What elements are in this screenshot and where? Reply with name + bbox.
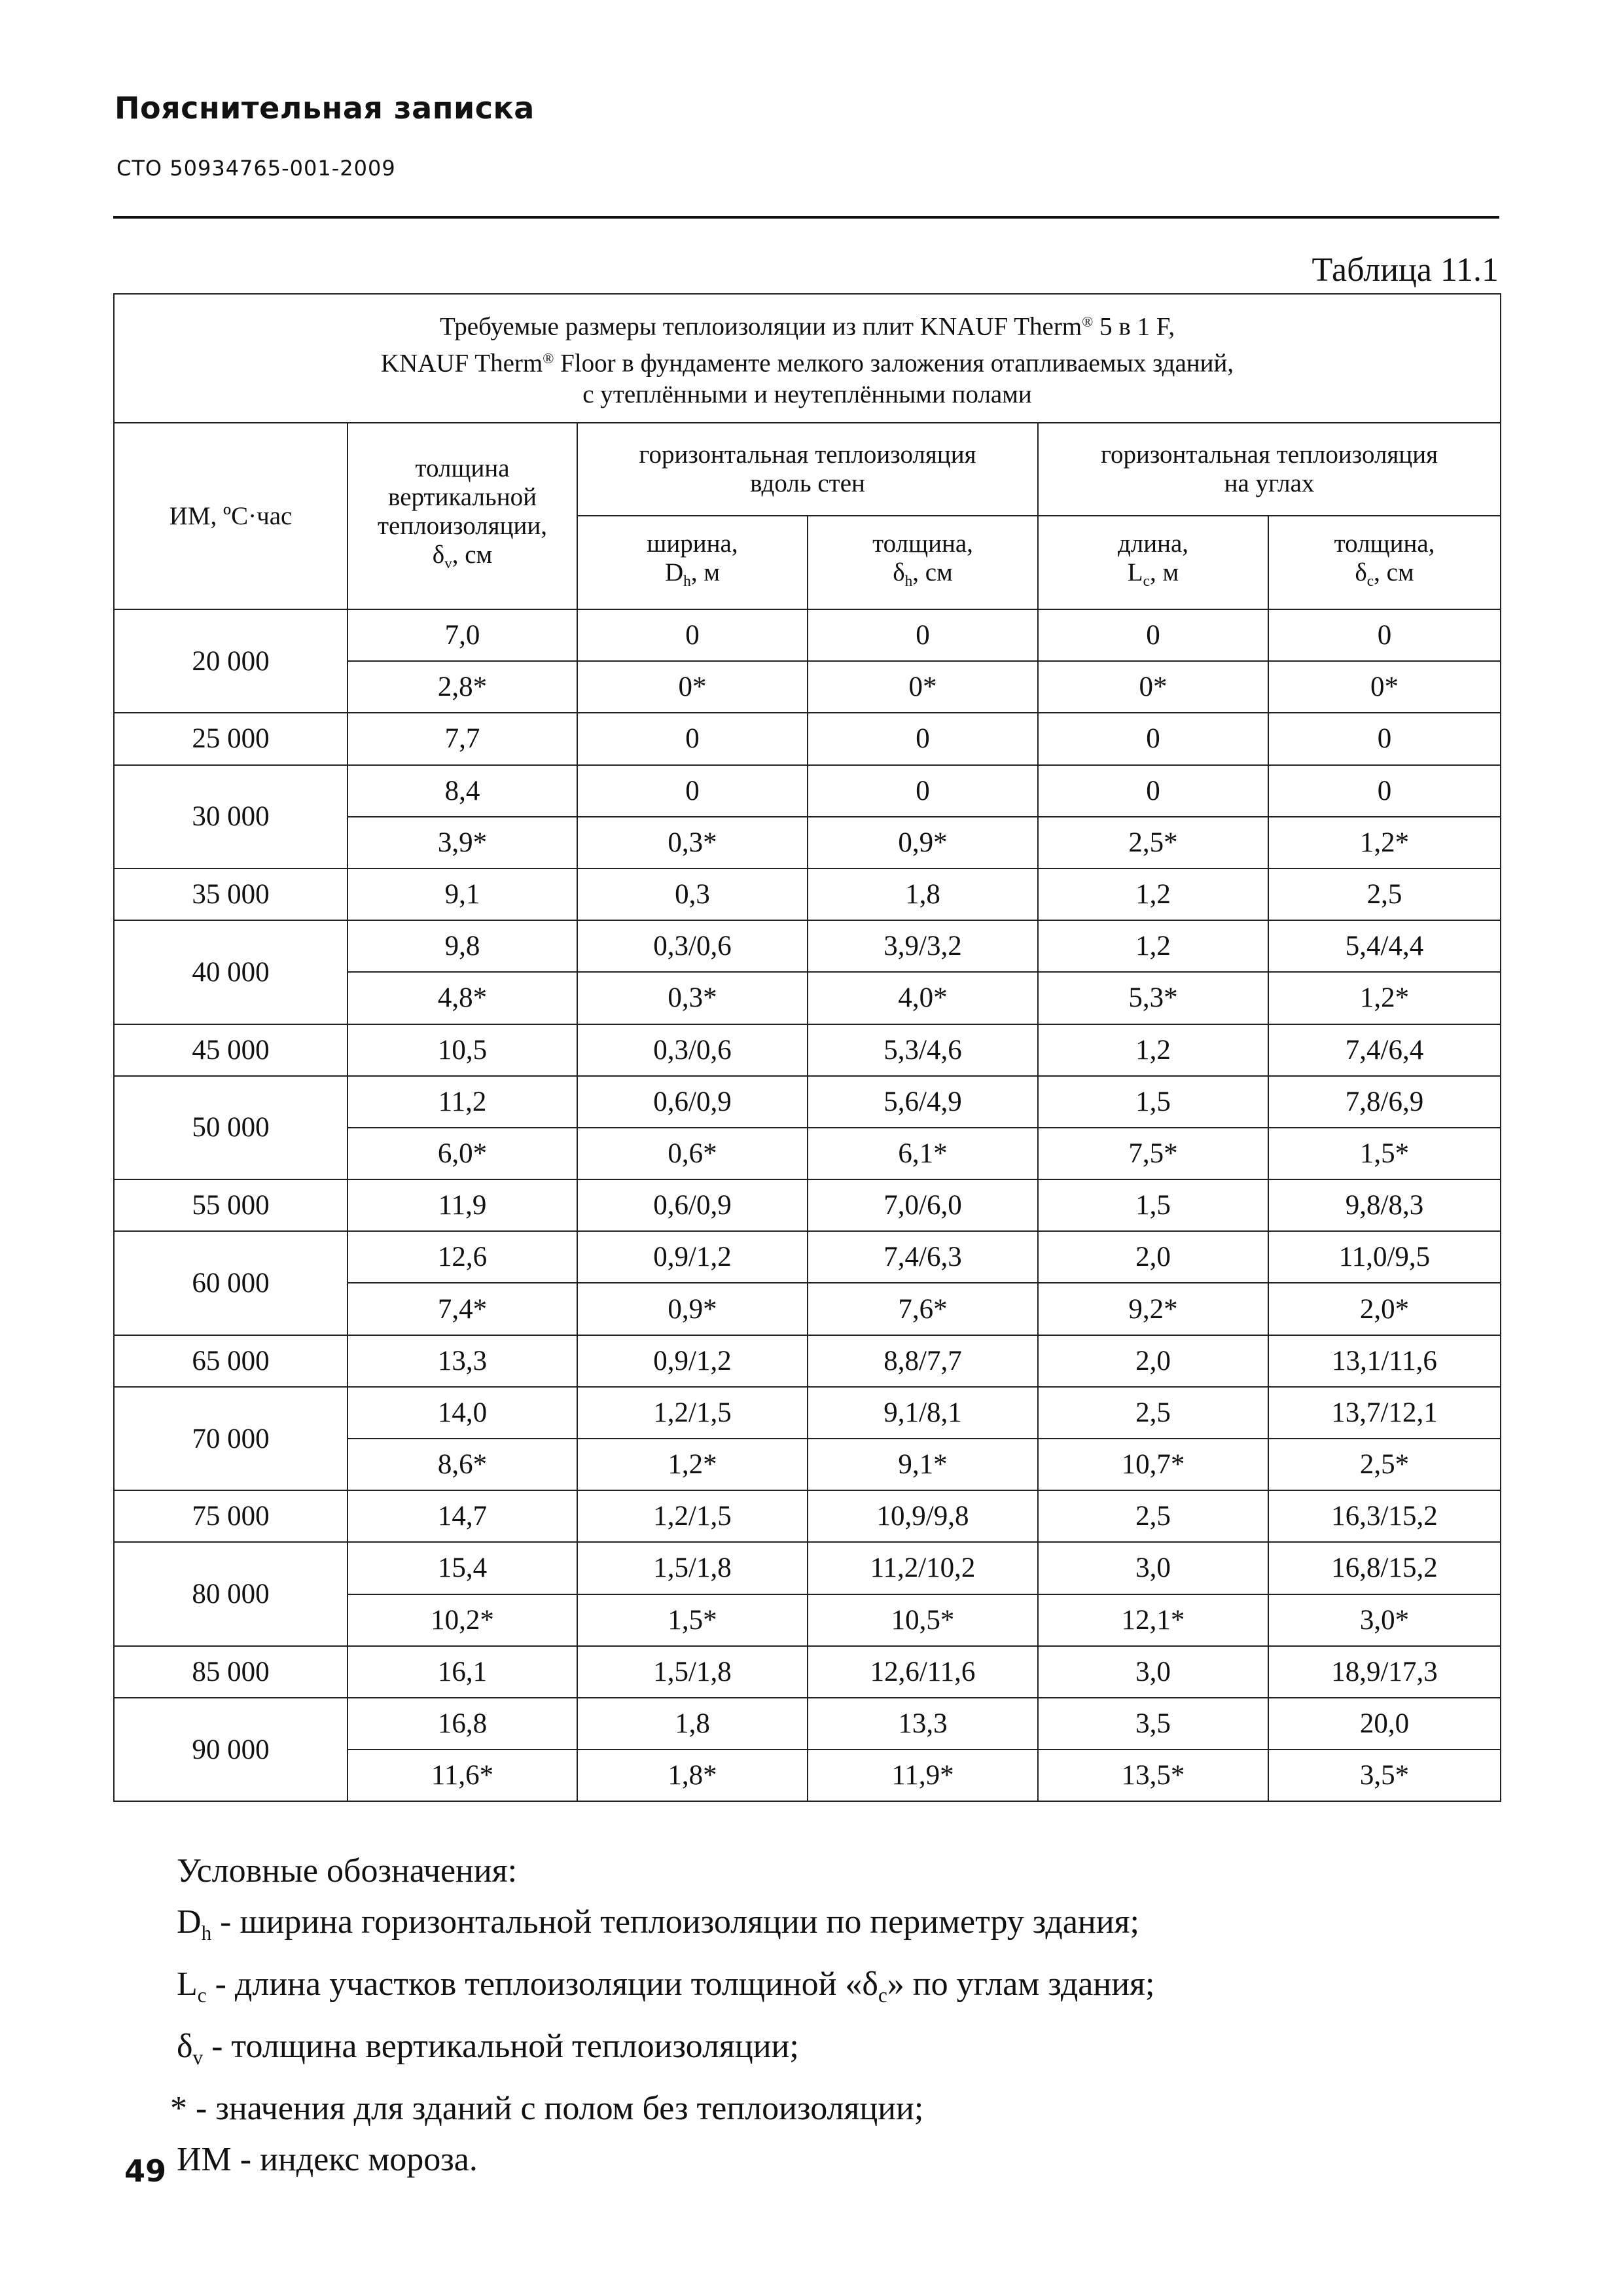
cell-thickness-h: 10,5* (808, 1594, 1038, 1646)
table-row (114, 1542, 1501, 1594)
table-row (114, 1024, 1501, 1076)
cell-thickness-c: 20,0 (1268, 1698, 1501, 1749)
table-row (114, 1490, 1501, 1542)
cell-length: 10,7* (1038, 1439, 1268, 1490)
cell-thickness-h: 13,3 (808, 1698, 1038, 1749)
cell-thickness-h: 6,1* (808, 1128, 1038, 1179)
cell-width: 0,3/0,6 (577, 1024, 808, 1076)
cell-vertical-thickness: 8,4 (348, 765, 577, 817)
legend-item-dv: $\delta_v$ - толщина вертикальной теплоизоляции; (177, 2027, 799, 2069)
table-row (114, 713, 1501, 764)
legend-item-im: ИМ - индекс мороза. (177, 2140, 478, 2178)
cell-thickness-h: 0 (808, 765, 1038, 817)
table-row (114, 1698, 1501, 1749)
cell-length: 9,2* (1038, 1283, 1268, 1335)
cell-width: 0* (577, 661, 808, 713)
cell-width: 0,3* (577, 972, 808, 1024)
cell-thickness-h: 9,1* (808, 1439, 1038, 1490)
cell-vertical-thickness: 3,9* (348, 817, 577, 869)
cell-thickness-h: 0,9* (808, 817, 1038, 869)
table-row (114, 1387, 1501, 1439)
cell-thickness-c: 0 (1268, 609, 1501, 661)
cell-thickness-c: 2,5* (1268, 1439, 1501, 1490)
cell-width: 1,5/1,8 (577, 1542, 808, 1594)
cell-frost-index: 85 000 (114, 1646, 348, 1698)
cell-width: 0,3* (577, 817, 808, 869)
table-row (114, 609, 1501, 661)
table-row (114, 920, 1501, 972)
cell-frost-index: 30 000 (114, 765, 348, 869)
cell-frost-index: 25 000 (114, 713, 348, 764)
cell-vertical-thickness: 7,4* (348, 1283, 577, 1335)
cell-width: 1,8 (577, 1698, 808, 1749)
cell-frost-index: 75 000 (114, 1490, 348, 1542)
cell-vertical-thickness: 7,0 (348, 609, 577, 661)
cell-vertical-thickness: 7,7 (348, 713, 577, 764)
cell-length: 3,5 (1038, 1698, 1268, 1749)
cell-width: 1,2* (577, 1439, 808, 1490)
document-title: Пояснительная записка (115, 90, 535, 126)
cell-thickness-h: 7,0/6,0 (808, 1179, 1038, 1231)
cell-thickness-c: 7,8/6,9 (1268, 1076, 1501, 1128)
cell-thickness-h: 0 (808, 713, 1038, 764)
cell-vertical-thickness: 11,6* (348, 1749, 577, 1801)
legend-item-dh: $D_h$ - ширина горизонтальной теплоизоляции по периметру здания; (177, 1903, 1139, 1945)
cell-vertical-thickness: 15,4 (348, 1542, 577, 1594)
cell-thickness-c: 18,9/17,3 (1268, 1646, 1501, 1698)
cell-length: 1,5 (1038, 1076, 1268, 1128)
table-row (114, 869, 1501, 920)
cell-length: 2,5 (1038, 1490, 1268, 1542)
cell-width: 0 (577, 609, 808, 661)
header-divider (113, 216, 1499, 219)
cell-vertical-thickness: 14,0 (348, 1387, 577, 1439)
legend-item-lc: $L_c$ - длина участков теплоизоляции толщиной «$\delta_c$» по углам здания; (177, 1965, 1155, 2007)
cell-frost-index: 50 000 (114, 1076, 348, 1179)
cell-vertical-thickness: 9,1 (348, 869, 577, 920)
cell-length: 13,5* (1038, 1749, 1268, 1801)
cell-length: 7,5* (1038, 1128, 1268, 1179)
insulation-table (113, 293, 1501, 1802)
cell-frost-index: 45 000 (114, 1024, 348, 1076)
cell-frost-index: 35 000 (114, 869, 348, 920)
cell-width: 1,5* (577, 1594, 808, 1646)
document-code: СТО 50934765-001-2009 (116, 156, 396, 181)
cell-thickness-c: 2,0* (1268, 1283, 1501, 1335)
cell-vertical-thickness: 14,7 (348, 1490, 577, 1542)
table-row (114, 1076, 1501, 1128)
page-number: 49 (124, 2153, 167, 2189)
cell-thickness-h: 8,8/7,7 (808, 1335, 1038, 1387)
cell-thickness-h: 0* (808, 661, 1038, 713)
cell-vertical-thickness: 11,2 (348, 1076, 577, 1128)
cell-thickness-h: 3,9/3,2 (808, 920, 1038, 972)
cell-thickness-c: 16,3/15,2 (1268, 1490, 1501, 1542)
cell-width: 0,6/0,9 (577, 1179, 808, 1231)
cell-length: 2,0 (1038, 1335, 1268, 1387)
cell-thickness-c: 0* (1268, 661, 1501, 713)
cell-frost-index: 40 000 (114, 920, 348, 1024)
cell-thickness-c: 3,0* (1268, 1594, 1501, 1646)
table-row (114, 765, 1501, 817)
cell-length: 2,5 (1038, 1387, 1268, 1439)
cell-vertical-thickness: 16,8 (348, 1698, 577, 1749)
cell-vertical-thickness: 10,5 (348, 1024, 577, 1076)
table-row (114, 1335, 1501, 1387)
header-group-corners: горизонтальная теплоизоляция на углах (1038, 423, 1501, 516)
table-row (114, 1646, 1501, 1698)
legend-heading: Условные обозначения: (177, 1852, 518, 1890)
cell-thickness-c: 13,7/12,1 (1268, 1387, 1501, 1439)
header-vertical-thickness: толщина вертикальной теплоизоляции, $\delta_v$, см (348, 423, 577, 609)
cell-length: 0 (1038, 765, 1268, 817)
cell-width: 0 (577, 765, 808, 817)
cell-thickness-c: 13,1/11,6 (1268, 1335, 1501, 1387)
cell-length: 12,1* (1038, 1594, 1268, 1646)
cell-width: 0,9* (577, 1283, 808, 1335)
cell-length: 0 (1038, 609, 1268, 661)
cell-frost-index: 80 000 (114, 1542, 348, 1645)
cell-thickness-h: 5,3/4,6 (808, 1024, 1038, 1076)
cell-thickness-c: 1,2* (1268, 817, 1501, 869)
header-thickness-c: толщина, $\delta_c$, см (1268, 516, 1501, 609)
cell-width: 0,3 (577, 869, 808, 920)
cell-width: 1,8* (577, 1749, 808, 1801)
cell-frost-index: 65 000 (114, 1335, 348, 1387)
cell-thickness-c: 2,5 (1268, 869, 1501, 920)
cell-vertical-thickness: 6,0* (348, 1128, 577, 1179)
cell-vertical-thickness: 2,8* (348, 661, 577, 713)
table-title: Требуемые размеры теплоизоляции из плит KNAUF Therm® 5 в 1 F, KNAUF Therm® Floor в фундаменте мелкого заложения отапливаемых зданий, с утеплёнными и неутеплёнными полами (114, 294, 1501, 423)
cell-thickness-h: 9,1/8,1 (808, 1387, 1038, 1439)
table-caption: Таблица 11.1 (1311, 251, 1499, 289)
cell-frost-index: 60 000 (114, 1231, 348, 1335)
cell-width: 0 (577, 713, 808, 764)
cell-length: 3,0 (1038, 1646, 1268, 1698)
cell-width: 1,2/1,5 (577, 1387, 808, 1439)
legend (170, 1846, 1155, 2185)
table-row (114, 1231, 1501, 1283)
cell-thickness-h: 7,4/6,3 (808, 1231, 1038, 1283)
cell-vertical-thickness: 12,6 (348, 1231, 577, 1283)
cell-width: 0,6* (577, 1128, 808, 1179)
cell-thickness-c: 16,8/15,2 (1268, 1542, 1501, 1594)
cell-thickness-c: 3,5* (1268, 1749, 1501, 1801)
cell-thickness-h: 11,9* (808, 1749, 1038, 1801)
cell-vertical-thickness: 4,8* (348, 972, 577, 1024)
header-group-walls: горизонтальная теплоизоляция вдоль стен (577, 423, 1038, 516)
cell-thickness-c: 0 (1268, 713, 1501, 764)
cell-frost-index: 55 000 (114, 1179, 348, 1231)
cell-vertical-thickness: 16,1 (348, 1646, 577, 1698)
cell-thickness-h: 11,2/10,2 (808, 1542, 1038, 1594)
cell-thickness-h: 12,6/11,6 (808, 1646, 1038, 1698)
cell-length: 5,3* (1038, 972, 1268, 1024)
cell-thickness-c: 7,4/6,4 (1268, 1024, 1501, 1076)
cell-thickness-c: 1,5* (1268, 1128, 1501, 1179)
cell-thickness-h: 10,9/9,8 (808, 1490, 1038, 1542)
cell-vertical-thickness: 11,9 (348, 1179, 577, 1231)
cell-length: 3,0 (1038, 1542, 1268, 1594)
cell-thickness-c: 1,2* (1268, 972, 1501, 1024)
cell-vertical-thickness: 10,2* (348, 1594, 577, 1646)
cell-thickness-h: 5,6/4,9 (808, 1076, 1038, 1128)
cell-width: 0,9/1,2 (577, 1335, 808, 1387)
cell-vertical-thickness: 9,8 (348, 920, 577, 972)
cell-length: 1,2 (1038, 920, 1268, 972)
cell-length: 2,5* (1038, 817, 1268, 869)
cell-thickness-h: 1,8 (808, 869, 1038, 920)
cell-thickness-c: 9,8/8,3 (1268, 1179, 1501, 1231)
cell-width: 0,3/0,6 (577, 920, 808, 972)
cell-width: 1,5/1,8 (577, 1646, 808, 1698)
cell-width: 0,6/0,9 (577, 1076, 808, 1128)
header-frost-index: ИМ, ºС·час (114, 423, 348, 609)
cell-frost-index: 70 000 (114, 1387, 348, 1490)
cell-width: 1,2/1,5 (577, 1490, 808, 1542)
header-thickness-h: толщина, $\delta_h$, см (808, 516, 1038, 609)
cell-length: 1,2 (1038, 1024, 1268, 1076)
cell-vertical-thickness: 13,3 (348, 1335, 577, 1387)
cell-thickness-h: 0 (808, 609, 1038, 661)
header-width: ширина, $D_h$, м (577, 516, 808, 609)
cell-thickness-h: 4,0* (808, 972, 1038, 1024)
cell-length: 1,5 (1038, 1179, 1268, 1231)
cell-thickness-c: 11,0/9,5 (1268, 1231, 1501, 1283)
cell-length: 2,0 (1038, 1231, 1268, 1283)
cell-vertical-thickness: 8,6* (348, 1439, 577, 1490)
header-length: длина, $L_c$, м (1038, 516, 1268, 609)
legend-item-asterisk: * - значения для зданий с полом без теплоизоляции; (170, 2089, 924, 2127)
cell-length: 1,2 (1038, 869, 1268, 920)
cell-length: 0* (1038, 661, 1268, 713)
cell-width: 0,9/1,2 (577, 1231, 808, 1283)
cell-frost-index: 20 000 (114, 609, 348, 713)
table-row (114, 1179, 1501, 1231)
cell-frost-index: 90 000 (114, 1698, 348, 1801)
cell-length: 0 (1038, 713, 1268, 764)
cell-thickness-c: 5,4/4,4 (1268, 920, 1501, 972)
cell-thickness-h: 7,6* (808, 1283, 1038, 1335)
cell-thickness-c: 0 (1268, 765, 1501, 817)
